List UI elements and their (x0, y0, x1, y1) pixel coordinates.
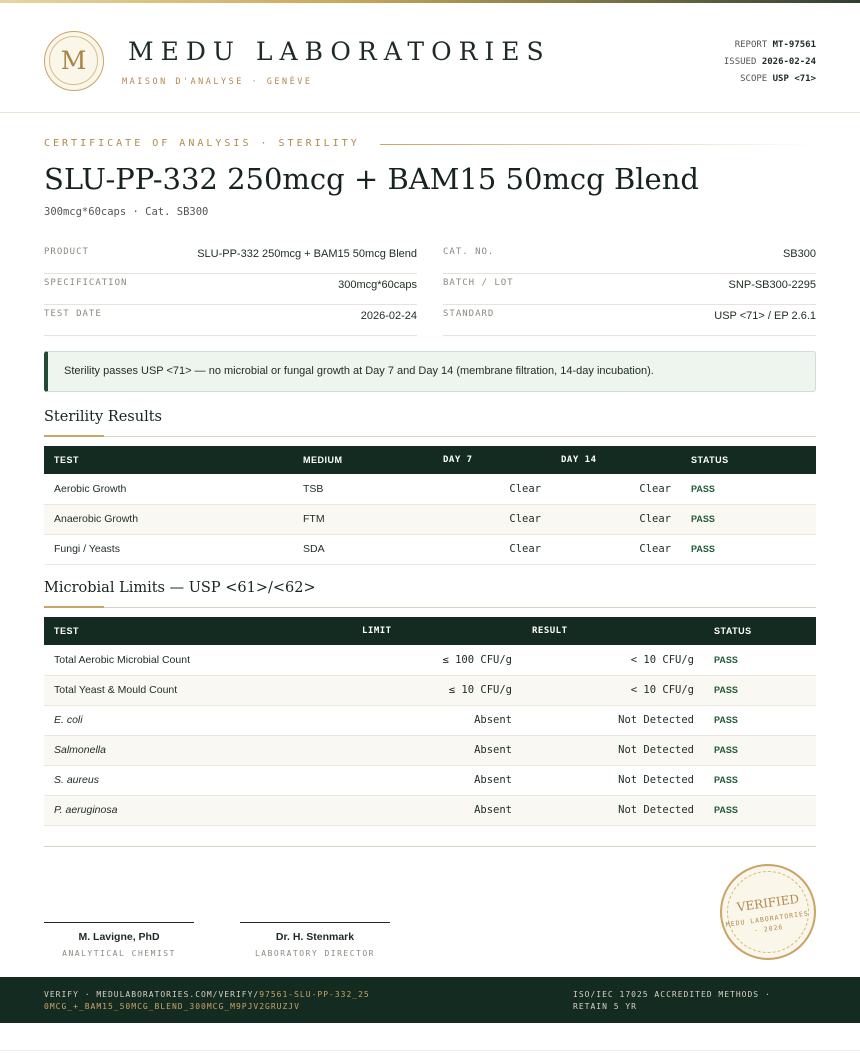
cell-day14: Clear (551, 504, 681, 534)
cell-limit: ≤ 10 CFU/g (352, 675, 522, 705)
doc-subtitle: 300mcg*60caps · Cat. SB300 (44, 206, 209, 218)
accreditation-note: ISO/IEC 17025 ACCREDITED METHODS · RETAIN 5 YR (573, 990, 771, 1011)
verify-label: VERIFY · MEDULABORATORIES.COM/VERIFY/ (44, 990, 260, 999)
table-row (44, 504, 816, 534)
footer (0, 977, 860, 1023)
sterility-rule (44, 436, 816, 437)
cell-limit: Absent (352, 765, 522, 795)
status-badge: PASS (704, 705, 816, 735)
verify-link[interactable] (44, 989, 374, 1013)
signature-analyst (44, 922, 194, 958)
column-header: MEDIUM (293, 446, 433, 474)
doc-title: SLU-PP-332 250mcg + BAM15 50mcg Blend (44, 162, 699, 196)
cell-medium: SDA (293, 534, 433, 564)
cell-day7: Clear (433, 474, 551, 504)
detail-product: PRODUCT SLU-PP-332 250mcg + BAM15 50mcg Blend (44, 243, 417, 274)
cell-result: < 10 CFU/g (522, 645, 704, 675)
microbial-rule (44, 607, 816, 608)
status-badge: PASS (704, 735, 816, 765)
detail-standard: STANDARD USP <71> / EP 2.6.1 (443, 305, 816, 336)
cell-test: Fungi / Yeasts (44, 534, 293, 564)
signatory-title: LABORATORY DIRECTOR (254, 949, 375, 958)
microbial-accent (44, 606, 104, 608)
column-header: TEST (44, 446, 293, 474)
column-header: DAY 7 (433, 446, 551, 474)
detail-test-date: TEST DATE 2026-02-24 (44, 305, 417, 336)
cell-test: Salmonella (44, 735, 352, 765)
cell-test: Anaerobic Growth (44, 504, 293, 534)
status-badge: PASS (681, 534, 816, 564)
cell-limit: ≤ 100 CFU/g (352, 645, 522, 675)
table-row (44, 675, 816, 705)
cell-limit: Absent (352, 735, 522, 765)
cell-test: Total Aerobic Microbial Count (44, 645, 352, 675)
table-header-row (44, 617, 816, 645)
cell-test: Total Yeast & Mould Count (44, 675, 352, 705)
meta-scope: SCOPE USP <71> (740, 74, 816, 84)
doc-eyebrow: CERTIFICATE OF ANALYSIS · STERILITY (44, 138, 360, 149)
signatory-name: Dr. H. Stenmark (275, 931, 355, 943)
detail-specification: SPECIFICATION 300mcg*60caps (44, 274, 417, 305)
column-header: LIMIT (352, 617, 522, 645)
status-badge: PASS (704, 765, 816, 795)
cell-result: Not Detected (522, 705, 704, 735)
table-row (44, 765, 816, 795)
cell-result: Not Detected (522, 765, 704, 795)
column-header: STATUS (704, 617, 816, 645)
signature-divider (44, 846, 816, 847)
cell-test: Aerobic Growth (44, 474, 293, 504)
table-row (44, 795, 816, 825)
brand-name: MEDU LABORATORIES (128, 37, 551, 66)
status-badge: PASS (681, 504, 816, 534)
cell-day14: Clear (551, 534, 681, 564)
sterility-summary-note (44, 351, 816, 392)
verify-code: 97561-SLU-PP-332_250MCG_+_BAM15_50MCG_BLEND_300MCG_M9PJV2GRUZJV (44, 990, 370, 1011)
status-badge: PASS (704, 645, 816, 675)
cell-medium: FTM (293, 504, 433, 534)
seal-verified-text: VERIFIED (736, 891, 800, 915)
signatory-name: M. Lavigne, PhD (78, 931, 160, 943)
column-header: DAY 14 (551, 446, 681, 474)
cell-test: E. coli (44, 705, 352, 735)
table-row (44, 474, 816, 504)
column-header: STATUS (681, 446, 816, 474)
cell-day14: Clear (551, 474, 681, 504)
detail-batch-lot: BATCH / LOT SNP-SB300-2295 (443, 274, 816, 305)
note-text: Sterility passes USP <71> — no microbial or fungal growth at Day 7 and Day 14 (membrane filtration, 14-day incubation). (64, 365, 654, 377)
cell-limit: Absent (352, 795, 522, 825)
cell-result: Not Detected (522, 735, 704, 765)
detail-cat-no: CAT. NO. SB300 (443, 243, 816, 274)
status-badge: PASS (704, 795, 816, 825)
seal-caption: MEDU LABORATORIES · 2026 (725, 909, 810, 935)
meta-report: REPORT MT-97561 (734, 40, 816, 50)
microbial-table (44, 617, 816, 826)
verified-seal (720, 864, 816, 960)
logo-letter: M (49, 36, 98, 85)
status-badge: PASS (681, 474, 816, 504)
column-header: RESULT (522, 617, 704, 645)
table-row (44, 645, 816, 675)
bottom-rule (0, 1050, 860, 1051)
header (0, 3, 860, 113)
status-badge: PASS (704, 675, 816, 705)
microbial-heading: Microbial Limits — USP <61>/<62> (44, 580, 316, 596)
signatory-title: ANALYTICAL CHEMIST (62, 949, 176, 958)
sterility-accent (44, 435, 104, 437)
report-meta (724, 37, 816, 88)
table-row (44, 735, 816, 765)
cell-day7: Clear (433, 504, 551, 534)
logo-seal (44, 31, 104, 91)
table-row (44, 705, 816, 735)
cell-day7: Clear (433, 534, 551, 564)
cell-limit: Absent (352, 705, 522, 735)
cell-medium: TSB (293, 474, 433, 504)
sterility-heading: Sterility Results (44, 409, 162, 425)
signature-director (240, 922, 390, 958)
table-row (44, 534, 816, 564)
cell-test: P. aeruginosa (44, 795, 352, 825)
cell-result: < 10 CFU/g (522, 675, 704, 705)
cell-test: S. aureus (44, 765, 352, 795)
table-header-row (44, 446, 816, 474)
cell-result: Not Detected (522, 795, 704, 825)
meta-issued: ISSUED 2026-02-24 (723, 57, 816, 67)
eyebrow-divider (380, 144, 816, 145)
column-header: TEST (44, 617, 352, 645)
brand-tagline: MAISON D'ANALYSE · GENÈVE (122, 77, 313, 87)
sterility-table (44, 446, 816, 565)
